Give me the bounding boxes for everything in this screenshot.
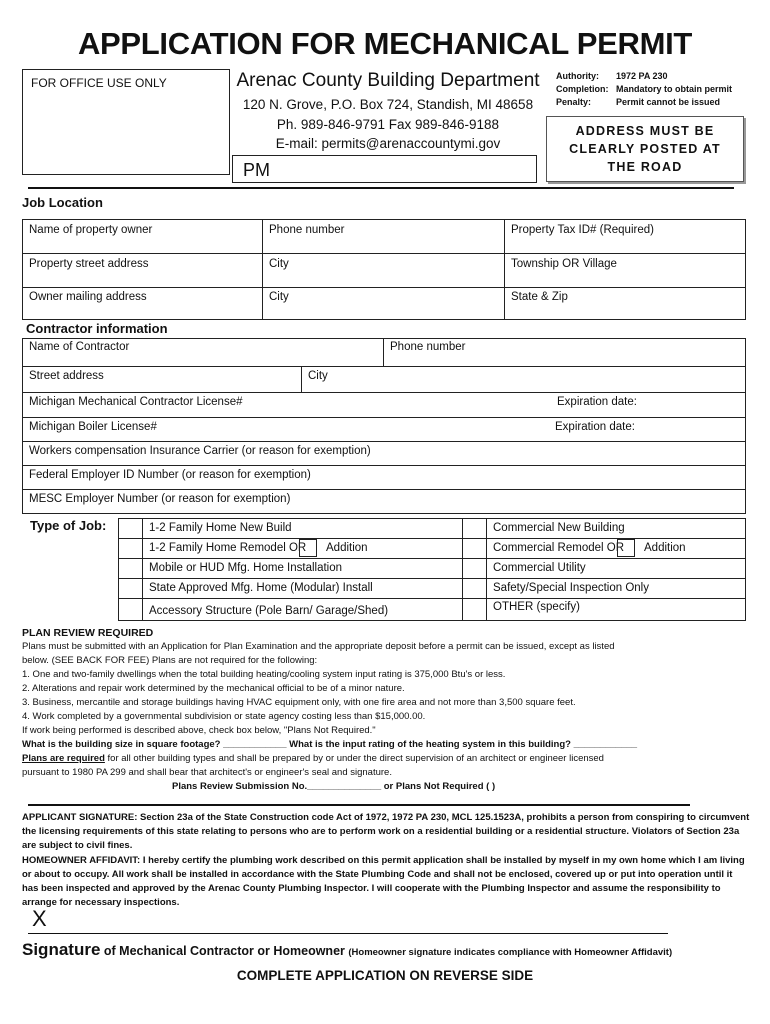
authority-block (556, 70, 732, 109)
state-zip-field[interactable]: State & Zip (505, 288, 746, 320)
plan-review-item: 3. Business, mercantile and storage buildings having HVAC equipment only, with one fire area and not more than 3,500 square feet. (22, 697, 576, 708)
applicant-signature-notice: APPLICANT SIGNATURE: Section 23a of the State Construction code Act of 1972, 1972 PA 230, MCL 125.1523A, prohibits a person from conspiring to circumvent the licensing requirements of this state relating to persons who are to perform work on a residential building or a residential structure. Violators of Section 23a are subject to civil fines. (22, 812, 750, 851)
job-type-option: 1-2 Family Home New Build (143, 519, 463, 539)
job-type-option: OTHER (specify) (487, 599, 746, 621)
pm-field[interactable]: PM (232, 155, 537, 183)
addition-label: Addition (644, 542, 686, 554)
header-divider (28, 187, 734, 189)
job-type-checkbox[interactable] (463, 519, 487, 539)
reverse-side-note: COMPLETE APPLICATION ON REVERSE SIDE (236, 968, 534, 983)
plan-review-check-note: If work being performed is described above, check box below, "Plans Not Required." (22, 725, 376, 736)
job-type-checkbox[interactable] (463, 599, 487, 621)
job-type-checkbox[interactable] (119, 559, 143, 579)
form-title: APPLICATION FOR MECHANICAL PERMIT (77, 26, 693, 61)
mech-license-field[interactable] (23, 393, 746, 418)
job-type-option: Mobile or HUD Mfg. Home Installation (143, 559, 463, 579)
tax-id-field[interactable]: Property Tax ID# (Required) (505, 220, 746, 254)
contractor-name-field[interactable]: Name of Contractor (23, 339, 384, 367)
job-location-heading: Job Location (22, 195, 103, 210)
completion-key: Completion: (556, 84, 609, 94)
workers-comp-field[interactable]: Workers compensation Insurance Carrier (or reason for exemption) (23, 442, 746, 466)
boiler-license-field[interactable] (23, 418, 746, 442)
office-use-label: FOR OFFICE USE ONLY (31, 76, 167, 90)
penalty-value: Permit cannot be issued (616, 97, 721, 107)
address-notice-line: CLEARLY POSTED AT (569, 142, 721, 156)
department-address: 120 N. Grove, P.O. Box 724, Standish, MI 48658 (242, 97, 534, 112)
homeowner-affidavit: HOMEOWNER AFFIDAVIT: I hereby certify the plumbing work described on this permit application shall be installed by myself in my own home which I am living or about to occupy. All work shall be installed in accordance with the State Plumbing Code and shall not be enclosed, covered up or put into operation until it has been inspected and approved by the Arenac County Plumbing Inspector. I will cooperate with the Plumbing Inspector and assume the responsibility to arrange for necessary inspections. (22, 855, 745, 908)
authority-value: 1972 PA 230 (616, 71, 668, 81)
contractor-city-field[interactable]: City (302, 367, 746, 393)
plan-submission-line[interactable]: Plans Review Submission No.______________ or Plans Not Required ( ) (172, 781, 496, 792)
department-email: E-mail: permits@arenaccountymi.gov (275, 136, 501, 151)
township-field[interactable]: Township OR Village (505, 254, 746, 288)
plan-review-item: 4. Work completed by a governmental subdivision or state agency costing less than $15,000.00. (22, 711, 426, 722)
department-phone: Ph. 989-846-9791 Fax 989-846-9188 (276, 117, 500, 132)
job-type-option-row (487, 539, 746, 559)
job-type-option: Commercial New Building (487, 519, 746, 539)
type-of-job-table (118, 518, 746, 621)
address-notice (546, 116, 744, 182)
plan-review-heading: PLAN REVIEW REQUIRED (22, 627, 154, 639)
job-type-option: State Approved Mfg. Home (Modular) Install (143, 579, 463, 599)
completion-value: Mandatory to obtain permit (616, 84, 733, 94)
signature-note: (Homeowner signature indicates compliance with Homeowner Affidavit) (348, 947, 673, 958)
contractor-table-a (22, 338, 746, 367)
owner-phone-field[interactable]: Phone number (263, 220, 505, 254)
plan-review-item: 2. Alterations and repair work determined by the mechanical official to be of a minor nature. (22, 683, 405, 694)
job-type-option: Accessory Structure (Pole Barn/ Garage/Shed) (143, 599, 463, 621)
department-name: Arenac County Building Department (236, 70, 540, 91)
plans-required-text: pursuant to 1980 PA 299 and shall bear that architect's or engineer's seal and signature. (22, 767, 392, 778)
address-notice-line: THE ROAD (607, 160, 683, 174)
signature-caption (22, 940, 672, 960)
job-type-option: Commercial Utility (487, 559, 746, 579)
plan-review-item: 1. One and two-family dwellings when the total building heating/cooling system input rating is 375,000 Btu's or less. (22, 669, 506, 680)
boiler-exp-label: Expiration date: (555, 421, 635, 433)
signature-x-mark: X (32, 906, 47, 931)
job-type-checkbox[interactable] (119, 579, 143, 599)
fein-field[interactable]: Federal Employer ID Number (or reason for exemption) (23, 466, 746, 490)
job-type-option: Safety/Special Inspection Only (487, 579, 746, 599)
boiler-license-label: Michigan Boiler License# (29, 421, 157, 433)
city-field[interactable]: City (263, 254, 505, 288)
addition-checkbox[interactable] (299, 539, 317, 557)
job-type-checkbox[interactable] (463, 539, 487, 559)
contractor-street-field[interactable]: Street address (23, 367, 302, 393)
job-type-checkbox[interactable] (463, 579, 487, 599)
addition-checkbox[interactable] (617, 539, 635, 557)
mech-license-label: Michigan Mechanical Contractor License# (29, 396, 243, 408)
mailing-address-field[interactable]: Owner mailing address (23, 288, 263, 320)
mailing-city-field[interactable]: City (263, 288, 505, 320)
mesc-field[interactable]: MESC Employer Number (or reason for exemption) (23, 490, 746, 514)
plan-review-intro: below. (SEE BACK FOR FEE) Plans are not required for the following: (22, 655, 318, 666)
job-location-table (22, 219, 746, 320)
signature-divider (28, 804, 690, 806)
contractor-heading: Contractor information (26, 321, 168, 336)
job-type-checkbox[interactable] (119, 599, 143, 621)
authority-key: Authority: (556, 71, 599, 81)
plan-review-section (22, 626, 757, 794)
plans-required-label: Plans are required (22, 753, 105, 764)
plan-review-intro: Plans must be submitted with an Application for Plan Examination and the appropriate deposit before a permit can be issued, except as listed (22, 641, 615, 652)
penalty-key: Penalty: (556, 97, 592, 107)
plans-required-text: for all other building types and shall be prepared by or under the direct supervision of an architect or engineer licensed (104, 753, 604, 764)
type-of-job-heading: Type of Job: (30, 518, 107, 533)
office-use-box (22, 69, 230, 175)
job-type-checkbox[interactable] (119, 519, 143, 539)
owner-name-field[interactable]: Name of property owner (23, 220, 263, 254)
job-type-option: 1-2 Family Home Remodel OR (149, 542, 307, 554)
job-type-checkbox[interactable] (119, 539, 143, 559)
contractor-table-b (22, 366, 746, 393)
job-type-option: Commercial Remodel OR (493, 542, 625, 554)
signature-mid: of Mechanical Contractor or Homeowner (100, 944, 349, 958)
contractor-phone-field[interactable]: Phone number (384, 339, 746, 367)
street-address-field[interactable]: Property street address (23, 254, 263, 288)
signature-word: Signature (22, 940, 101, 959)
job-type-checkbox[interactable] (463, 559, 487, 579)
addition-label: Addition (326, 542, 368, 554)
contractor-table-c (22, 392, 746, 514)
address-notice-line: ADDRESS MUST BE (575, 124, 715, 138)
mech-exp-label: Expiration date: (557, 396, 637, 408)
building-size-question[interactable]: What is the building size in square footage? ____________ What is the input rating of the heating system in this building? ____________ (22, 739, 638, 750)
signature-line[interactable] (28, 933, 668, 934)
job-type-option-row (143, 539, 463, 559)
